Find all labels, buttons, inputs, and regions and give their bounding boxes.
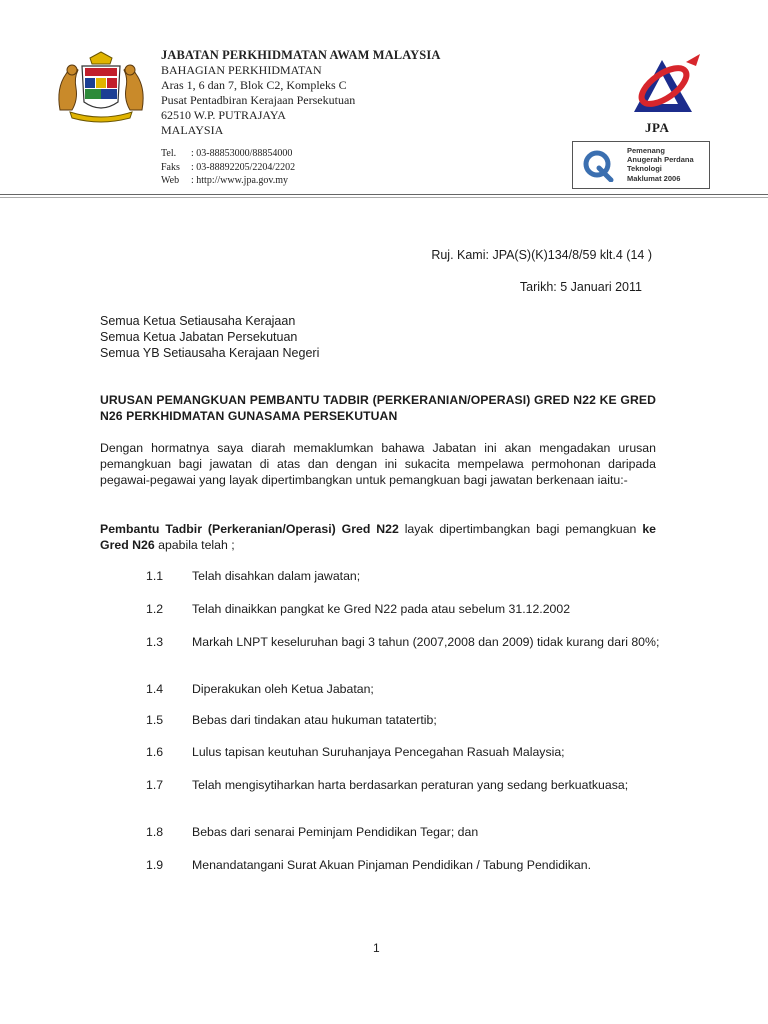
division-name: BAHAGIAN PERKHIDMATAN [161, 63, 322, 77]
item-number: 1.9 [146, 858, 164, 872]
phone-label: Tel. [161, 148, 177, 159]
quality-q-icon [581, 148, 615, 182]
contact-block [161, 147, 295, 188]
address-line: Aras 1, 6 dan 7, Blok C2, Kompleks C [161, 78, 347, 92]
paragraph-text: layak dipertimbangkan bagi pemangkuan [398, 522, 643, 536]
item-number: 1.6 [146, 745, 164, 759]
recipient: Semua Ketua Setiausaha Kerajaan [100, 314, 296, 328]
item-text: Menandatangani Surat Akuan Pinjaman Pendidikan / Tabung Pendidikan. [192, 858, 592, 872]
page-number: 1 [373, 941, 380, 955]
web-line [161, 174, 295, 188]
award-line: Pemenang [627, 146, 665, 155]
item-text: Telah mengisytiharkan harta berdasarkan peraturan yang sedang berkuatkuasa; [192, 778, 629, 792]
item-text: Lulus tapisan keutuhan Suruhanjaya Pencegahan Rasuah Malaysia; [192, 745, 565, 759]
letterhead-divider [0, 197, 768, 198]
letterhead-block [161, 48, 440, 138]
jpa-logo-text: JPA [645, 120, 670, 135]
award-line: Teknologi [627, 164, 662, 174]
position-grade-text: Pembantu Tadbir (Perkeranian/Operasi) Gred N22 [100, 522, 399, 536]
coat-of-arms-icon [52, 48, 150, 124]
organization-name: JABATAN PERKHIDMATAN AWAM MALAYSIA [161, 48, 441, 62]
award-line: Maklumat 2006 [627, 173, 681, 183]
fax-value: : 03-88892205/2204/2202 [191, 161, 296, 173]
award-line: Anugerah Perdana [627, 155, 694, 165]
web-label: Web [161, 175, 180, 186]
letterhead-divider [0, 194, 768, 195]
phone-value: : 03-88853000/88854000 [191, 148, 293, 159]
address-line: Pusat Pentadbiran Kerajaan Persekutuan [161, 93, 356, 107]
reference-number: Ruj. Kami: JPA(S)(K)134/8/59 klt.4 (14 ) [431, 248, 652, 262]
target-grade-text: ke Gred N26 [100, 522, 656, 552]
web-value: : http://www.jpa.gov.my [191, 175, 289, 186]
fax-line [161, 161, 295, 175]
item-number: 1.5 [146, 713, 164, 727]
item-text: Bebas dari tindakan atau hukuman tatatertib; [192, 713, 437, 727]
item-number: 1.4 [146, 682, 164, 696]
item-text: Telah disahkan dalam jawatan; [192, 569, 361, 583]
letter-subject: URUSAN PEMANGKUAN PEMBANTU TADBIR (PERKERANIAN/OPERASI) GRED N22 KE GRED N26 PERKHIDMATAN GUNASAMA PERSEKUTUAN [100, 393, 656, 423]
jpa-logo-icon [626, 52, 704, 124]
recipient: Semua Ketua Jabatan Persekutuan [100, 330, 298, 344]
item-number: 1.1 [146, 569, 164, 583]
fax-label: Faks [161, 161, 180, 173]
item-text: Bebas dari senarai Peminjam Pendidikan Tegar; dan [192, 825, 479, 839]
item-number: 1.8 [146, 825, 164, 839]
address-line: MALAYSIA [161, 123, 224, 137]
item-number: 1.7 [146, 778, 164, 792]
paragraph-text: apabila telah ; [154, 538, 235, 552]
letter-date: Tarikh: 5 Januari 2011 [519, 280, 642, 294]
address-line: 62510 W.P. PUTRAJAYA [161, 108, 286, 122]
item-text: Diperakukan oleh Ketua Jabatan; [192, 682, 374, 696]
item-text: Telah dinaikkan pangkat ke Gred N22 pada atau sebelum 31.12.2002 [192, 602, 571, 616]
recipient: Semua YB Setiausaha Kerajaan Negeri [100, 346, 320, 360]
item-number: 1.3 [146, 635, 164, 649]
recipient-list [100, 313, 319, 361]
phone-line [161, 147, 295, 161]
award-badge [572, 141, 710, 189]
item-text: Markah LNPT keseluruhan bagi 3 tahun (2007,2008 dan 2009) tidak kurang dari 80%; [192, 635, 660, 649]
eligibility-paragraph [100, 521, 656, 553]
item-number: 1.2 [146, 602, 164, 616]
intro-paragraph: Dengan hormatnya saya diarah memaklumkan bahawa Jabatan ini akan mengadakan urusan pemangkuan bagi jawatan di atas dan dengan ini sukacita mempelawa permohonan daripada pegawai-pegawai yang layak dipertimbangkan untuk pemangkuan bagi jawatan berkenaan iaitu:- [100, 441, 656, 487]
